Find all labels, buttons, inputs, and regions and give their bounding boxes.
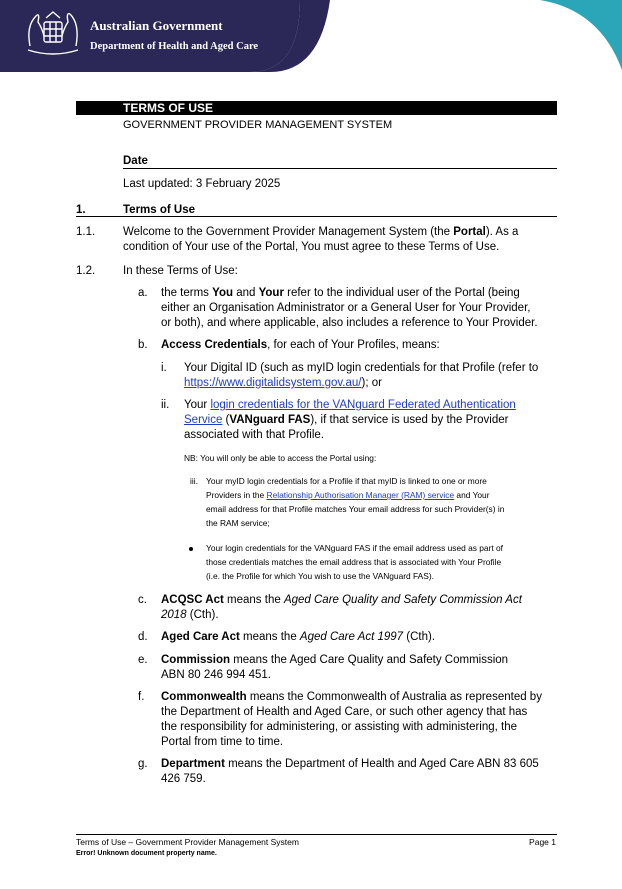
bullet-line: those credentials matches the email address that is associated with Your Profile (206, 557, 502, 567)
page-number: Page 1 (529, 837, 556, 847)
item-d-mid: means the (239, 631, 300, 643)
subitem-ii-rest: ), if that service is used by the Provider (310, 414, 509, 426)
item-a-line: either an Organisation Administrator or a General User for Your Provider, (161, 302, 531, 314)
term-bold: Access Credentials (161, 339, 268, 351)
item-f-line: the Department of Health and Aged Care, or such other agency that has (161, 706, 528, 718)
item-b-line (161, 338, 440, 353)
subitem-iii-line: Your myID login credentials for a Profile if that myID is linked to one or more (206, 476, 487, 486)
term-bold: ACQSC Act (161, 594, 224, 606)
item-e-line (161, 653, 508, 668)
date-heading: Date (123, 155, 148, 167)
item-c-line (161, 608, 219, 623)
item-d-line (161, 630, 435, 645)
item-label: e. (138, 654, 148, 666)
act-year: 2018 (161, 609, 187, 621)
item-c-line (161, 593, 522, 608)
vanguard-credentials-link[interactable]: login credentials for the VANguard Federated Authentication (210, 399, 516, 411)
act-name: Aged Care Act 1997 (299, 631, 404, 643)
subitem-iii-line: the RAM service; (206, 518, 270, 528)
clause-number: 1.2. (76, 265, 96, 277)
item-label: g. (138, 758, 148, 770)
item-g-rest: means the Department of Health and Aged Care ABN 83 605 (224, 758, 539, 770)
clause-1-1-text: Welcome to the Government Provider Management System (the Portal). As a (123, 226, 519, 238)
section-number: 1. (76, 204, 86, 216)
item-g-line: 426 759. (161, 773, 206, 785)
footer-document-name: Terms of Use – Government Provider Management System (76, 837, 299, 847)
clause-1-2-text: In these Terms of Use: (123, 265, 238, 277)
item-f-line (161, 690, 542, 705)
item-c-mid: means the (223, 594, 284, 606)
footer-error-text: Error! Unknown document property name. (76, 850, 217, 857)
subitem-ii-line: associated with that Profile. (184, 429, 324, 441)
item-g-line (161, 757, 539, 772)
subitem-iii-pre: Providers in the (206, 490, 267, 500)
subitem-i-line: Your Digital ID (such as myID login credentials for that Profile (refer to (184, 362, 539, 374)
document-title: TERMS OF USE (123, 101, 214, 115)
last-updated: Last updated: 3 February 2025 (123, 178, 281, 190)
item-label: b. (138, 339, 148, 351)
subitem-ii-line: Service (VANguard FAS), if that service is used by the Provider (184, 414, 509, 426)
clause-1-1-line (123, 225, 518, 240)
item-a-line (161, 286, 520, 301)
document-subtitle: GOVERNMENT PROVIDER MANAGEMENT SYSTEM (123, 119, 393, 131)
subitem-label: iii. (190, 476, 198, 486)
item-e-rest: means the Aged Care Quality and Safety Commission (230, 654, 509, 666)
item-label: d. (138, 631, 148, 643)
clause-1-1-line: condition of Your use of the Portal, You must agree to these Terms of Use. (123, 241, 500, 253)
term-bold: Aged Care Act (161, 631, 240, 643)
header-text (90, 18, 258, 52)
subitem-i-line (184, 376, 382, 391)
government-header (0, 0, 622, 72)
item-e-line: ABN 80 246 994 451. (161, 669, 271, 681)
divider (123, 168, 557, 169)
bullet-line: Your login credentials for the VANguard FAS if the email address used as part of (206, 543, 504, 553)
item-label: a. (138, 287, 148, 299)
clause-number: 1.1. (76, 226, 96, 238)
term-bold: Department (161, 758, 225, 770)
department-name: Department of Health and Aged Care (90, 41, 259, 52)
item-c-rest: (Cth). (186, 609, 219, 621)
subitem-iii-line (206, 489, 490, 502)
bullet-line: (i.e. the Profile for which You wish to use the VANguard FAS). (206, 571, 434, 581)
subitem-iii-line: email address for that Profile matches Your email address for such Provider(s) in (206, 504, 505, 514)
item-a-text: the terms You and Your refer to the individual user of the Portal (being (161, 287, 520, 299)
subitem-label: i. (161, 362, 167, 374)
term-bold: Commonwealth (161, 691, 247, 703)
digital-id-link[interactable]: https://www.digitalidsystem.gov.au/ (184, 377, 362, 389)
item-a-line: or both), and where applicable, also includes a reference to Your Provider. (161, 317, 538, 329)
government-name: Australian Government (90, 18, 223, 33)
divider (76, 216, 557, 217)
item-d-rest: (Cth). (403, 631, 436, 643)
subitem-iii-post: and Your (454, 490, 490, 500)
item-b-rest: , for each of Your Profiles, means: (267, 339, 440, 351)
subitem-ii-pre: Your (184, 399, 211, 411)
act-name: Aged Care Quality and Safety Commission Act (283, 594, 522, 606)
item-label: c. (138, 594, 147, 606)
item-f-line: Portal from time to time. (161, 736, 284, 748)
bullet-icon (189, 547, 193, 551)
subitem-ii-line (184, 398, 516, 413)
footer-divider (76, 834, 557, 835)
nb-note: NB: You will only be able to access the Portal using: (184, 453, 377, 463)
term-bold: Commission (161, 654, 231, 666)
document-title-bar (76, 101, 557, 115)
term-bold: VANguard FAS (229, 414, 311, 426)
subitem-label: ii. (161, 399, 170, 411)
ram-service-link[interactable]: Relationship Authorisation Manager (RAM) service (266, 490, 455, 500)
vanguard-service-link[interactable]: Service (184, 414, 223, 426)
item-f-line: the responsibility for administering, or assisting with administering, the (161, 721, 518, 733)
item-label: f. (138, 691, 145, 703)
section-title: Terms of Use (123, 204, 196, 216)
item-f-rest: means the Commonwealth of Australia as represented by (246, 691, 542, 703)
subitem-i-tail: ); or (361, 377, 382, 389)
